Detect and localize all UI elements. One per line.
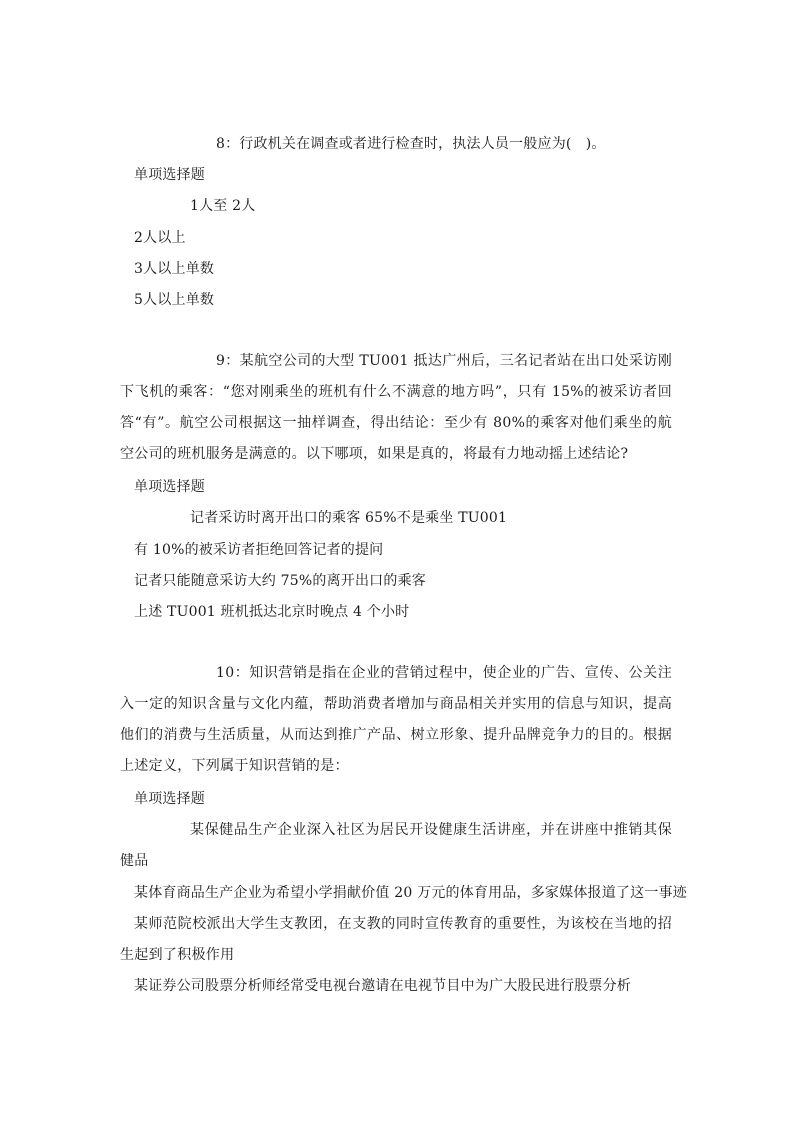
question-10-type-label: 单项选择题 [134,791,205,807]
question-8-option-b: 2人以上 [134,230,186,246]
question-8-option-c: 3人以上单数 [134,261,215,277]
question-9-option-c: 记者只能随意采访大约 75%的离开出口的乘客 [134,573,426,589]
question-9-stem: 9：某航空公司的大型 TU001 抵达广州后，三名记者站在出口处采访刚下飞机的乘客：“您对刚乘坐的班机有什么不满意的地方吗”，只有 15%的被采访者回答“有”。航空公司根据这一抽样调查，得出结论：至少有 80%的乘客对他们乘坐的航空公司的班机服务是满意的。以下哪项，如果是真的，将最有力地动摇上述结论? [120,353,672,462]
question-10-stem: 10：知识营销是指在企业的营销过程中，使企业的广告、宣传、公关注入一定的知识含量与文化内蕴，帮助消费者增加与商品相关并实用的信息与知识，提高他们的消费与生活质量，从而达到推广产品、树立形象、提升品牌竞争力的目的。根据上述定义，下列属于知识营销的是： [120,665,672,774]
question-10-option-a: 某保健品生产企业深入社区为居民开设健康生活讲座，并在讲座中推销其保健品 [120,822,672,869]
question-9-type-label: 单项选择题 [134,479,205,495]
question-10-option-b: 某体育商品生产企业为希望小学捐献价值 20 万元的体育用品，多家媒体报道了这一事迹 [134,885,687,901]
question-9-option-d: 上述 TU001 班机抵达北京时晚点 4 个小时 [134,604,410,620]
question-8-stem: 8：行政机关在调查或者进行检查时，执法人员一般应为( )。 [216,136,606,152]
question-8-type-label: 单项选择题 [134,167,205,183]
question-10-option-d: 某证券公司股票分析师经常受电视台邀请在电视节目中为广大股民进行股票分析 [134,978,631,994]
question-8-option-a: 1人至 2人 [190,198,256,214]
question-9-option-a: 记者采访时离开出口的乘客 65%不是乘坐 TU001 [190,510,508,526]
question-10-option-c: 某师范院校派出大学生支教团，在支教的同时宣传教育的重要性，为该校在当地的招生起到了积极作用 [120,916,672,963]
question-8-option-d: 5人以上单数 [134,292,215,308]
question-9-option-b: 有 10%的被采访者拒绝回答记者的提问 [134,542,384,558]
